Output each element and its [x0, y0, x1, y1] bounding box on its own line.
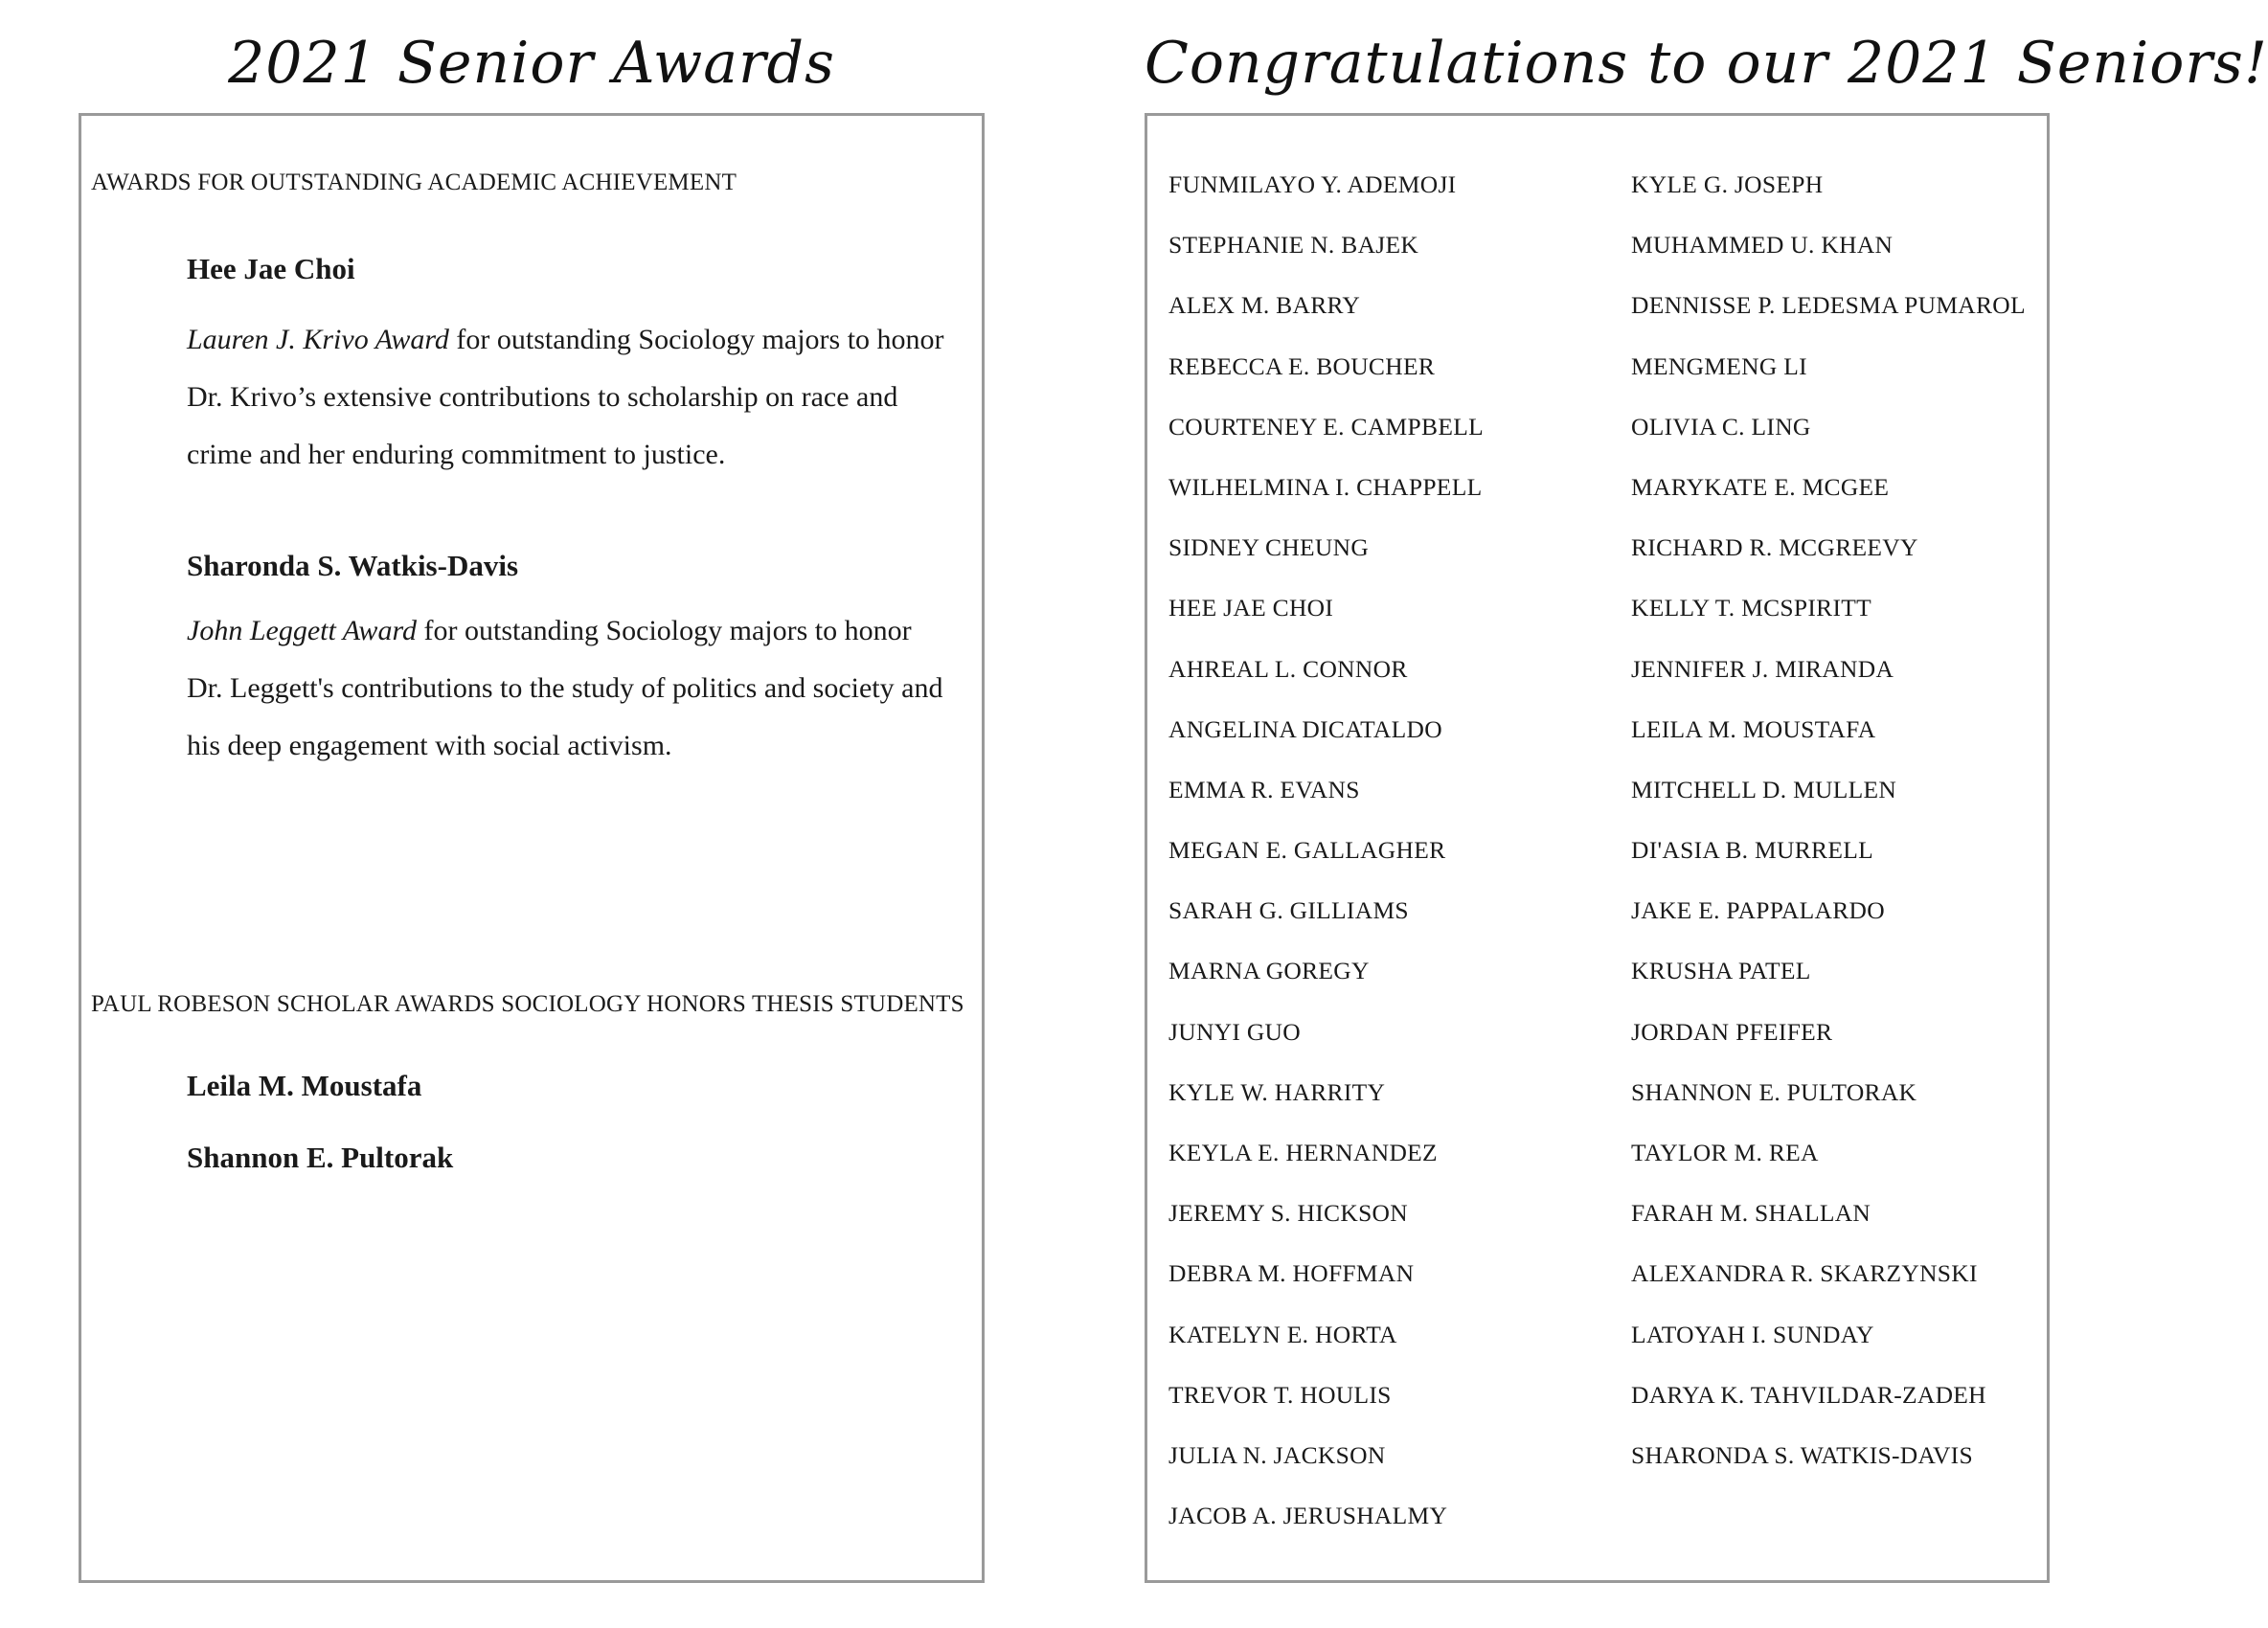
- senior-names-column-2: [1631, 166, 2026, 1497]
- senior-name: SHARONDA S. WATKIS-DAVIS: [1631, 1440, 1973, 1469]
- senior-name: SHANNON E. PULTORAK: [1631, 1077, 1917, 1106]
- senior-name: KATELYN E. HORTA: [1168, 1320, 1397, 1348]
- award-description: [187, 311, 953, 484]
- senior-name: FARAH M. SHALLAN: [1631, 1199, 1871, 1228]
- senior-name: KEYLA E. HERNANDEZ: [1168, 1139, 1438, 1166]
- senior-name: REBECCA E. BOUCHER: [1168, 351, 1436, 380]
- senior-name: JENNIFER J. MIRANDA: [1631, 654, 1894, 683]
- senior-name: JACOB A. JERUSHALMY: [1168, 1502, 1448, 1530]
- senior-name: JUNYI GUO: [1168, 1017, 1301, 1046]
- senior-name: JAKE E. PAPPALARDO: [1631, 896, 1885, 925]
- award-description: [187, 602, 953, 775]
- senior-awards-title: 2021 Senior Awards: [228, 30, 835, 97]
- senior-name: AHREAL L. CONNOR: [1168, 654, 1408, 683]
- senior-name: RICHARD R. MCGREEVY: [1631, 533, 1918, 562]
- senior-name: MARNA GOREGY: [1168, 957, 1370, 985]
- senior-name: MENGMENG LI: [1631, 351, 1807, 380]
- senior-name: HEE JAE CHOI: [1168, 594, 1334, 622]
- senior-name: EMMA R. EVANS: [1168, 775, 1360, 803]
- senior-name: OLIVIA C. LING: [1631, 412, 1811, 441]
- awards-panel: [79, 113, 985, 1583]
- seniors-list-panel: [1145, 113, 2050, 1583]
- thesis-student-name: Leila M. Moustafa: [187, 1069, 422, 1102]
- senior-name: COURTENEY E. CAMPBELL: [1168, 412, 1484, 441]
- senior-name: MUHAMMED U. KHAN: [1631, 231, 1894, 260]
- senior-name: MEGAN E. GALLAGHER: [1168, 836, 1446, 865]
- award-title: John Leggett Award: [187, 615, 417, 646]
- senior-names-column-1: [1168, 166, 1484, 1557]
- senior-name: KYLE G. JOSEPH: [1631, 170, 1824, 198]
- senior-name: MITCHELL D. MULLEN: [1631, 775, 1897, 803]
- congratulations-title: Congratulations to our 2021 Seniors!: [1145, 30, 2268, 97]
- senior-name: KYLE W. HARRITY: [1168, 1077, 1386, 1106]
- senior-name: JULIA N. JACKSON: [1168, 1440, 1386, 1469]
- award-title: Lauren J. Krivo Award: [187, 324, 449, 355]
- senior-name: DEBRA M. HOFFMAN: [1168, 1259, 1415, 1288]
- senior-name: ALEXANDRA R. SKARZYNSKI: [1631, 1259, 1978, 1288]
- award-description-text: for outstanding Sociology majors to honor Dr. Leggett's contributions to the study of politics and society and his deep engagement with social activism.: [187, 615, 943, 761]
- award-description-text: for outstanding Sociology majors to honor Dr. Krivo’s extensive contributions to scholarship on race and crime and her enduring commitment to justice.: [187, 324, 944, 470]
- senior-name: DARYA K. TAHVILDAR-ZADEH: [1631, 1380, 1986, 1409]
- senior-name: ALEX M. BARRY: [1168, 291, 1361, 320]
- senior-name: ANGELINA DICATALDO: [1168, 714, 1442, 743]
- senior-name: TREVOR T. HOULIS: [1168, 1380, 1392, 1409]
- senior-name: TAYLOR M. REA: [1631, 1139, 1819, 1166]
- senior-name: MARYKATE E. MCGEE: [1631, 472, 1890, 501]
- senior-name: WILHELMINA I. CHAPPELL: [1168, 472, 1483, 501]
- senior-name: KELLY T. MCSPIRITT: [1631, 594, 1871, 622]
- senior-name: STEPHANIE N. BAJEK: [1168, 231, 1419, 260]
- award-recipient-name: Hee Jae Choi: [187, 252, 355, 285]
- senior-name: KRUSHA PATEL: [1631, 957, 1811, 985]
- senior-name: JEREMY S. HICKSON: [1168, 1199, 1408, 1228]
- senior-name: LEILA M. MOUSTAFA: [1631, 714, 1876, 743]
- senior-name: JORDAN PFEIFER: [1631, 1017, 1833, 1046]
- thesis-student-name: Shannon E. Pultorak: [187, 1141, 454, 1174]
- senior-name: DI'ASIA B. MURRELL: [1631, 836, 1873, 865]
- honors-thesis-heading: PAUL ROBESON SCHOLAR AWARDS SOCIOLOGY HONORS THESIS STUDENTS: [91, 991, 964, 1017]
- senior-name: LATOYAH I. SUNDAY: [1631, 1320, 1874, 1348]
- senior-name: SARAH G. GILLIAMS: [1168, 896, 1409, 925]
- academic-achievement-heading: AWARDS FOR OUTSTANDING ACADEMIC ACHIEVEMENT: [91, 170, 737, 195]
- senior-name: SIDNEY CHEUNG: [1168, 533, 1370, 562]
- award-recipient-name: Sharonda S. Watkis-Davis: [187, 549, 519, 582]
- senior-name: DENNISSE P. LEDESMA PUMAROL: [1631, 291, 2026, 320]
- senior-name: FUNMILAYO Y. ADEMOJI: [1168, 170, 1457, 198]
